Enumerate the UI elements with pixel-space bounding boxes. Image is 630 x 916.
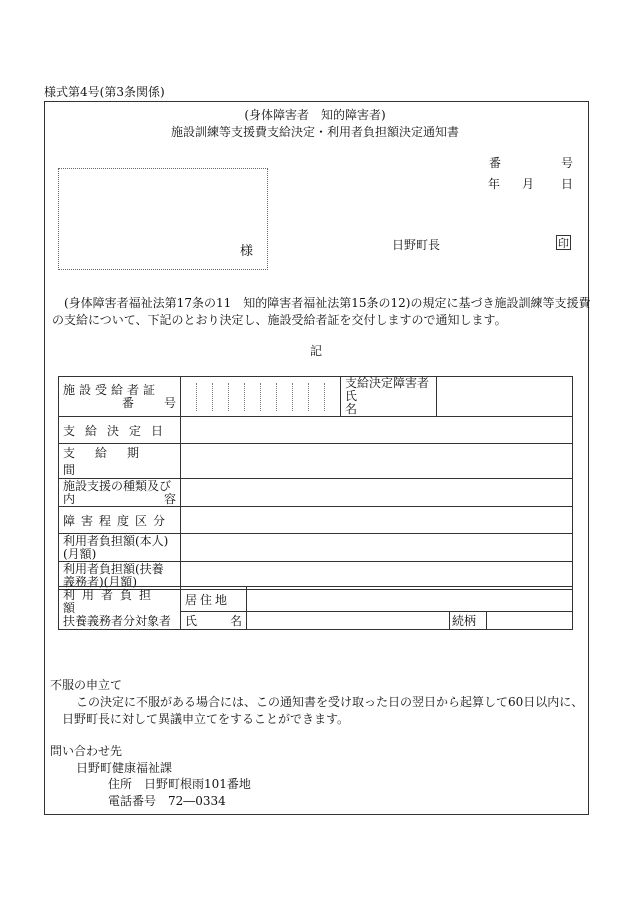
address-value[interactable] <box>247 587 573 612</box>
form-id: 様式第4号(第3条関係) <box>44 85 165 99</box>
contact-title: 問い合わせ先 <box>50 744 123 758</box>
title-line1: (身体障害者 知的障害者) <box>244 108 386 122</box>
guardian-label-b: 扶養義務者分対象者 <box>63 613 172 628</box>
self-burden-label-a: 利用者負担額(本人) <box>63 533 169 548</box>
name-value[interactable] <box>247 612 450 630</box>
row-certificate-number <box>59 377 573 417</box>
contact-phone: 電話番号 72―0334 <box>108 794 226 808</box>
relation-label: 続柄 <box>450 612 487 630</box>
seal-mark: 印 <box>558 237 569 250</box>
name-label-2: 名 <box>229 614 242 628</box>
appeal-title: 不服の申立て <box>50 678 123 692</box>
issuer: 日野町長 <box>392 238 441 252</box>
service-type-label-a: 施設支援の種類及び <box>63 478 172 493</box>
service-type-label-b1: 内 <box>63 491 76 506</box>
guardian-burden-label-a: 利用者負担額(扶養 <box>63 561 164 576</box>
appeal-line2: 日野町長に対して異議申立てをすることができます。 <box>62 712 350 726</box>
recipient-name-value[interactable] <box>437 377 573 417</box>
guardian-label-a: 利用者負担額 <box>63 587 159 615</box>
contact-address: 住所 日野町根雨101番地 <box>108 777 251 791</box>
body-line1: (身体障害者福祉法第17条の11 知的障害者福祉法第15条の12)の規定に基づき施設訓練等支援費 <box>64 296 591 310</box>
date-year: 年 <box>488 177 501 191</box>
recipient-label-b: 氏名 <box>345 389 408 416</box>
address-label: 居住地 <box>181 587 247 612</box>
date-day: 日 <box>561 177 574 191</box>
service-type-label-b2: 容 <box>163 491 176 506</box>
addressee-suffix: 様 <box>240 244 254 259</box>
number-label-1: 番 <box>489 156 502 170</box>
self-burden-value[interactable] <box>181 534 573 562</box>
decision-table <box>58 376 573 590</box>
service-type-value[interactable] <box>181 479 573 507</box>
guardian-table <box>58 586 573 630</box>
disability-level-label: 障害程度区分 <box>59 507 181 534</box>
ki-heading: 記 <box>310 344 323 358</box>
decision-date-value[interactable] <box>181 417 573 444</box>
relation-value[interactable] <box>487 612 573 630</box>
title-line2: 施設訓練等支援費支給決定・利用者負担額決定通知書 <box>170 125 459 139</box>
name-label-1: 氏 <box>185 614 198 628</box>
date-month: 月 <box>522 177 535 191</box>
appeal-line1: この決定に不服がある場合には、この通知書を受け取った日の翌日から起算して60日以内に、 <box>76 695 584 709</box>
number-label-2: 号 <box>561 156 574 170</box>
self-burden-label-b: (月額) <box>63 546 97 561</box>
cert-number-label-a: 施設受給者証 <box>63 382 160 397</box>
recipient-label-a: 支給決定障害者 <box>345 376 430 390</box>
addressee-box <box>58 168 268 270</box>
guardian-burden-label-b: 義務者)(月額) <box>63 574 138 589</box>
disability-level-value[interactable] <box>181 507 573 534</box>
period-value[interactable] <box>181 444 573 479</box>
decision-date-label: 支給決定日 <box>59 417 181 444</box>
period-label: 支給期間 <box>59 444 181 479</box>
contact-dept: 日野町健康福祉課 <box>76 761 173 775</box>
cert-number-label-b: 番号 <box>121 395 206 410</box>
body-line2: の支給について、下記のとおり決定し、施設受給者証を交付しますので通知します。 <box>52 313 507 327</box>
